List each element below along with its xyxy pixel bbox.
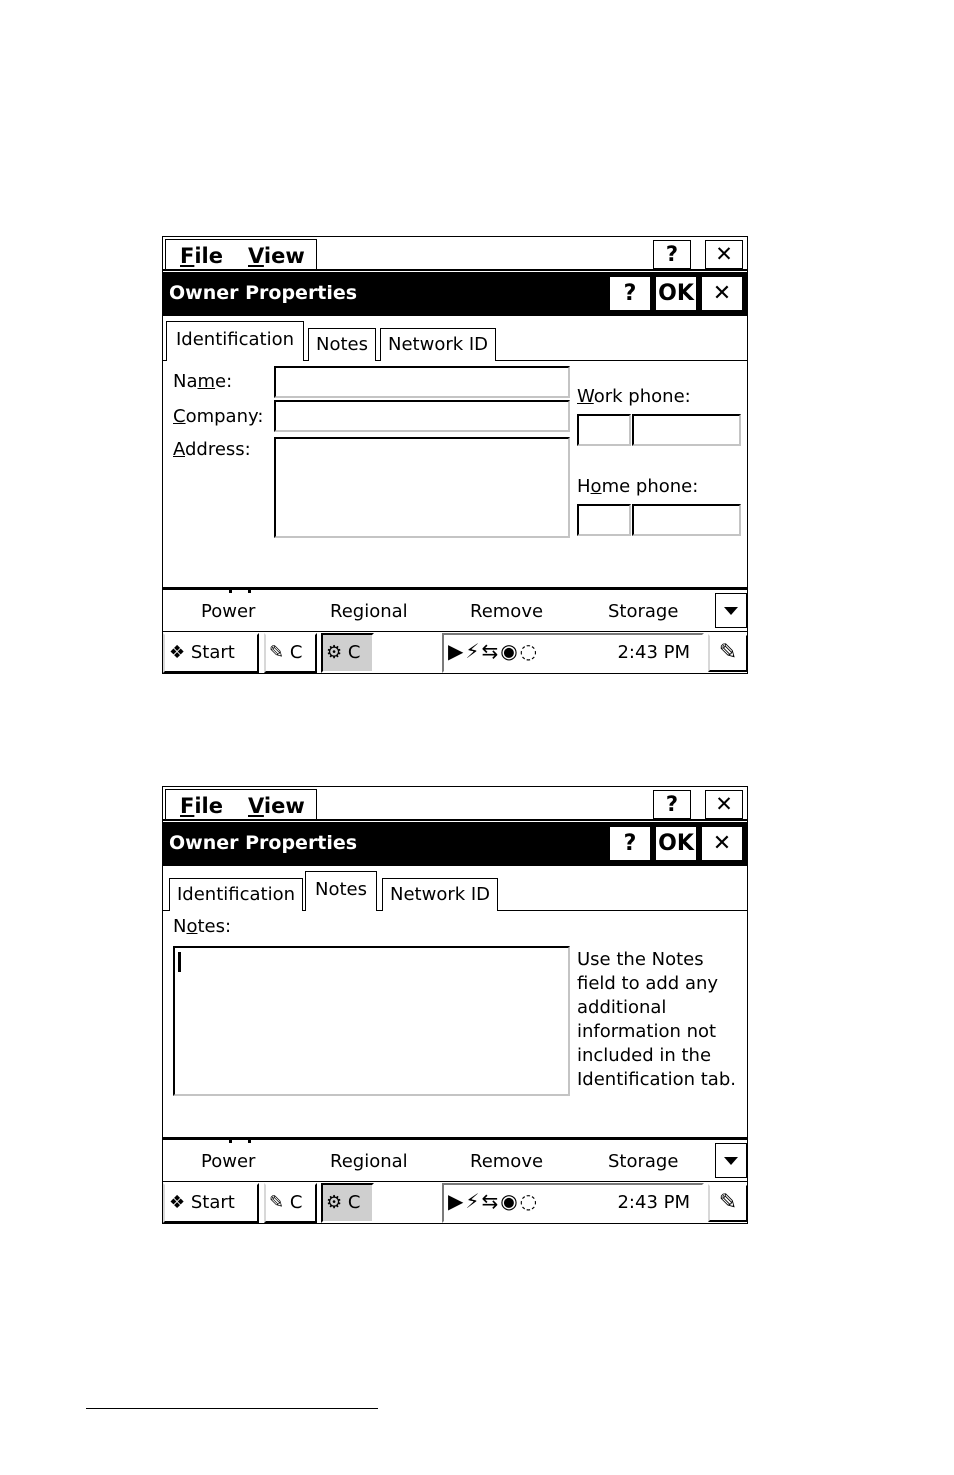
address-input[interactable]	[274, 437, 570, 538]
cpl-item-power[interactable]: Power	[201, 601, 256, 622]
work-phone-area-input[interactable]	[577, 414, 631, 446]
name-label: Name:	[173, 371, 233, 392]
keyboard-icon: ✎	[718, 640, 738, 665]
menu-bar	[163, 237, 747, 271]
cpl-item-regional[interactable]: Regional	[330, 1151, 408, 1172]
menu-file[interactable]: File	[180, 794, 223, 818]
tab-network-id[interactable]: Network ID	[382, 878, 498, 911]
taskbar	[163, 631, 747, 674]
menu-view[interactable]: View	[248, 244, 305, 268]
cpl-item-regional[interactable]: Regional	[330, 601, 408, 622]
control-panel-dropdown-button[interactable]	[715, 1143, 747, 1178]
control-panel-dropdown-button[interactable]	[715, 593, 747, 628]
home-phone-area-input[interactable]	[577, 504, 631, 536]
control-panel-strip	[163, 593, 747, 629]
notes-input[interactable]	[173, 946, 570, 1096]
taskbar	[163, 1181, 747, 1224]
company-label: Company:	[173, 406, 264, 427]
windows-logo-icon: ❖	[169, 642, 186, 663]
control-panel-strip	[163, 1143, 747, 1179]
power-plug-icon[interactable]: ⚡	[465, 639, 482, 663]
footnote-rule	[86, 1408, 378, 1409]
taskbar-app-button-2[interactable]	[321, 1183, 374, 1223]
tab-notes[interactable]: Notes	[305, 871, 377, 911]
clock[interactable]: 2:43 PM	[617, 642, 690, 663]
control-panel-app-icon: ⚙	[326, 642, 343, 663]
system-tray	[442, 1183, 704, 1223]
keyboard-icon: ✎	[718, 1190, 738, 1215]
input-panel-button[interactable]	[708, 634, 748, 672]
work-phone-label: Work phone:	[577, 386, 691, 407]
control-panel-app-icon: ⚙	[326, 1192, 343, 1213]
disk-icon[interactable]: ◌	[519, 1189, 540, 1213]
menubar-close-button[interactable]: ✕	[705, 240, 743, 269]
menu-group	[165, 239, 317, 269]
disk-icon[interactable]: ◌	[519, 639, 540, 663]
network-icon[interactable]: ▶	[448, 1189, 466, 1213]
taskbar-app-button-1[interactable]	[264, 633, 317, 673]
text-cursor	[178, 952, 181, 972]
taskbar-app-button-1[interactable]	[264, 1183, 317, 1223]
cpl-item-power[interactable]: Power	[201, 1151, 256, 1172]
input-panel-button[interactable]	[708, 1184, 748, 1222]
dialog-help-button[interactable]: ?	[610, 277, 650, 310]
tab-strip	[163, 867, 747, 911]
dialog-title: Owner Properties	[169, 282, 358, 304]
dialog-title: Owner Properties	[169, 832, 358, 854]
tab-network-id[interactable]: Network ID	[380, 328, 496, 361]
cpl-item-storage[interactable]: Storage	[608, 601, 679, 622]
power-plug-icon[interactable]: ⚡	[465, 1189, 482, 1213]
sync-icon[interactable]: ⇆	[481, 1189, 501, 1213]
taskbar-app-label-2: C	[347, 1192, 361, 1213]
home-phone-label: Home phone:	[577, 476, 699, 497]
menu-file[interactable]: File	[180, 244, 223, 268]
cpl-item-remove[interactable]: Remove	[470, 1151, 544, 1172]
cpl-item-remove[interactable]: Remove	[470, 601, 544, 622]
tab-identification[interactable]: Identification	[169, 878, 303, 911]
volume-icon[interactable]: ◉	[500, 639, 520, 663]
menu-view[interactable]: View	[248, 794, 305, 818]
start-label: Start	[190, 642, 235, 663]
start-button[interactable]	[163, 633, 259, 673]
menu-group	[165, 789, 317, 819]
name-input[interactable]	[274, 366, 570, 398]
system-tray	[442, 633, 704, 673]
menubar-help-button[interactable]: ?	[653, 240, 691, 269]
windows-logo-icon: ❖	[169, 1192, 186, 1213]
notes-label: Notes:	[173, 916, 232, 937]
dialog-ok-button[interactable]: OK	[656, 827, 696, 860]
taskbar-app-label-1: C	[289, 1192, 303, 1213]
tab-identification[interactable]: Identification	[166, 321, 304, 361]
dialog-close-button[interactable]: ✕	[702, 277, 742, 310]
start-label: Start	[190, 1192, 235, 1213]
clock[interactable]: 2:43 PM	[617, 1192, 690, 1213]
volume-icon[interactable]: ◉	[500, 1189, 520, 1213]
chevron-down-icon	[724, 607, 738, 615]
tab-strip	[163, 317, 747, 361]
edit-app-icon: ✎	[269, 642, 285, 663]
taskbar-app-button-2[interactable]	[321, 633, 374, 673]
screenshot-identification	[162, 236, 748, 674]
notes-help-text: Use the Notes field to add any additional information not included in the Identification tab.	[577, 949, 736, 1090]
menubar-help-button[interactable]: ?	[653, 790, 691, 819]
network-icon[interactable]: ▶	[448, 639, 466, 663]
edit-app-icon: ✎	[269, 1192, 285, 1213]
dialog-help-button[interactable]: ?	[610, 827, 650, 860]
address-label: Address:	[173, 439, 251, 460]
notes-panel	[163, 911, 747, 1138]
dialog-title-bar	[163, 272, 747, 316]
identification-panel	[163, 361, 747, 588]
company-input[interactable]	[274, 400, 570, 432]
work-phone-number-input[interactable]	[632, 414, 741, 446]
taskbar-app-label-1: C	[289, 642, 303, 663]
start-button[interactable]	[163, 1183, 259, 1223]
tab-notes[interactable]: Notes	[308, 328, 376, 361]
dialog-close-button[interactable]: ✕	[702, 827, 742, 860]
cpl-item-storage[interactable]: Storage	[608, 1151, 679, 1172]
dialog-ok-button[interactable]: OK	[656, 277, 696, 310]
chevron-down-icon	[724, 1157, 738, 1165]
menu-bar	[163, 787, 747, 821]
screenshot-notes	[162, 786, 748, 1224]
home-phone-number-input[interactable]	[632, 504, 741, 536]
menubar-close-button[interactable]: ✕	[705, 790, 743, 819]
dialog-title-bar	[163, 822, 747, 866]
taskbar-app-label-2: C	[347, 642, 361, 663]
sync-icon[interactable]: ⇆	[481, 639, 501, 663]
